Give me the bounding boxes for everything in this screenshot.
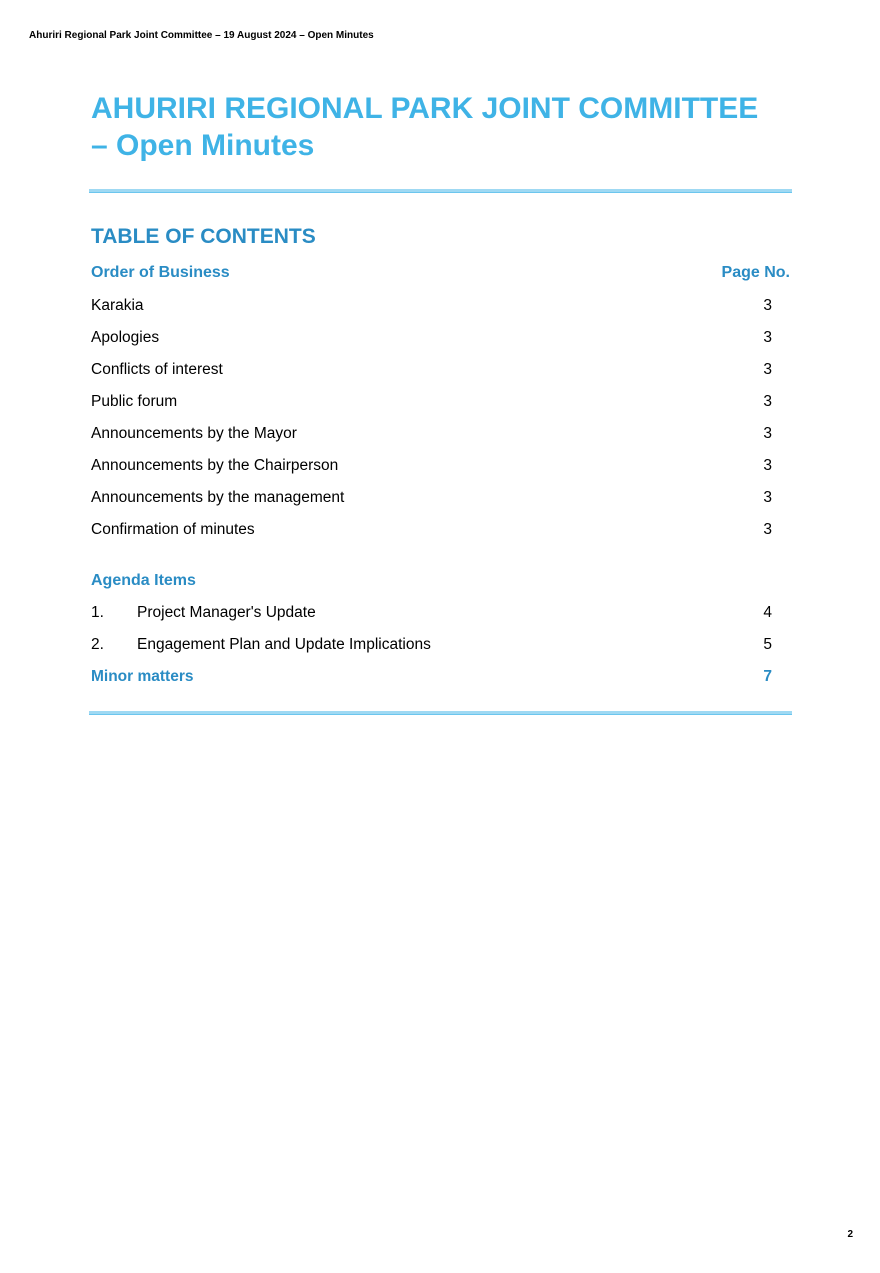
toc-entry-label: Public forum [91,393,178,410]
toc-heading: TABLE OF CONTENTS [91,225,316,248]
toc-entry-public-forum[interactable] [91,392,772,424]
toc-entry-page: 7 [763,668,772,685]
toc-entry-label: Announcements by the Mayor [91,425,297,442]
toc-entry-page: 3 [763,425,772,442]
bottom-divider [89,711,792,715]
toc-entry-page: 4 [763,604,772,621]
document-title-line2: – Open Minutes [91,129,315,162]
toc-entry-page: 3 [763,393,772,410]
running-header: Ahuriri Regional Park Joint Committee – 19 August 2024 – Open Minutes [29,30,374,41]
toc-entry-page: 5 [763,636,772,653]
toc-entry-label: Karakia [91,297,144,314]
toc-entry-announcements-management[interactable] [91,488,772,520]
toc-entry-label: Conflicts of interest [91,361,223,378]
toc-entry-page: 3 [763,361,772,378]
toc-entry-label: Announcements by the Chairperson [91,457,339,474]
toc-entry-label: Apologies [91,329,160,346]
toc-entry-page: 3 [763,489,772,506]
toc-entry-engagement-plan[interactable] [91,635,772,667]
top-divider [89,189,792,193]
toc-entry-page: 3 [763,521,772,538]
toc-entry-page: 3 [763,329,772,346]
page-number: 2 [847,1229,853,1240]
toc-entry-page: 3 [763,297,772,314]
toc-entry-label: Announcements by the management [91,489,345,506]
agenda-items-heading: Agenda Items [91,572,196,589]
toc-entry-announcements-mayor[interactable] [91,424,772,456]
toc-entry-label: Confirmation of minutes [91,521,255,538]
toc-entry-karakia[interactable] [91,296,772,328]
toc-entry-project-manager-update[interactable] [91,603,772,635]
toc-entry-minor-matters[interactable] [91,667,772,699]
toc-entry-number: 2. [91,636,104,653]
toc-entry-label: Project Manager's Update [137,604,316,621]
toc-entry-label: Minor matters [91,668,194,685]
order-of-business-heading: Order of Business [91,264,230,281]
document-title-line1: AHURIRI REGIONAL PARK JOINT COMMITTEE [91,92,759,125]
toc-entry-label: Engagement Plan and Update Implications [137,636,431,653]
toc-entry-confirmation-of-minutes[interactable] [91,520,772,552]
toc-list [91,296,772,699]
document-title [91,90,831,164]
toc-entry-number: 1. [91,604,104,621]
page-no-heading: Page No. [721,264,790,281]
toc-entry-page: 3 [763,457,772,474]
toc-entry-announcements-chairperson[interactable] [91,456,772,488]
toc-entry-conflicts-of-interest[interactable] [91,360,772,392]
toc-entry-apologies[interactable] [91,328,772,360]
